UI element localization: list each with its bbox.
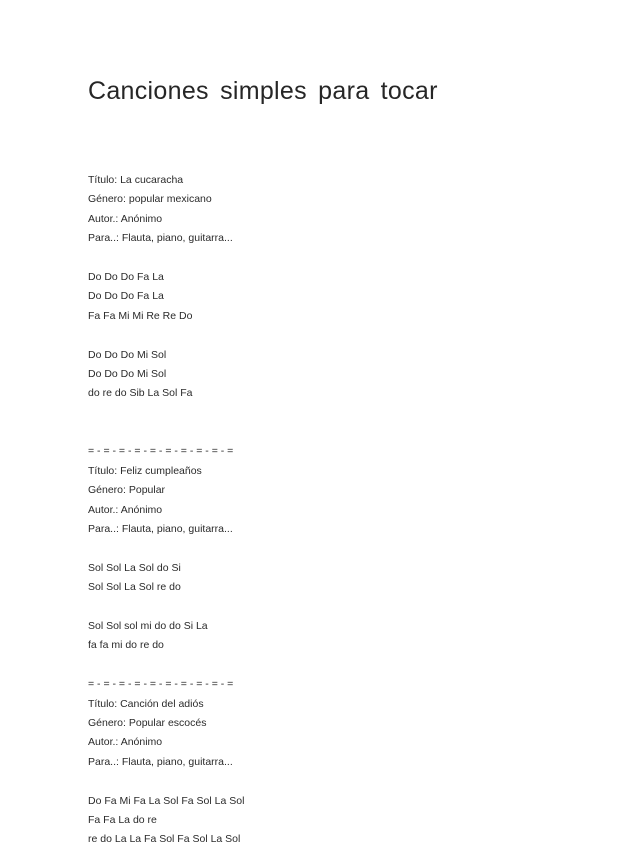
blank-line bbox=[88, 404, 244, 423]
notes-line: fa fa mi do re do bbox=[88, 639, 164, 652]
notes-line: Fa Fa La do re bbox=[88, 813, 157, 826]
notes-line: Do Do Do Mi Sol bbox=[88, 367, 167, 380]
notes-line: do re do Sib La Sol Fa bbox=[88, 387, 193, 400]
notes-line: Do Fa Mi Fa La Sol Fa Sol La Sol bbox=[88, 794, 245, 807]
blank-line bbox=[88, 598, 244, 617]
song-block bbox=[88, 675, 244, 850]
song-instruments-line: Para..: Flauta, piano, guitarra... bbox=[88, 755, 233, 768]
song-author-line: Autor.: Anónimo bbox=[88, 212, 163, 225]
document-title: Canciones simples para tocar bbox=[88, 77, 438, 105]
song-block bbox=[88, 171, 244, 442]
notes-line: Do Do Do Fa La bbox=[88, 290, 164, 303]
song-genre-line: Género: Popular bbox=[88, 484, 166, 497]
notes-line: Do Do Do Fa La bbox=[88, 270, 164, 283]
notes-line: Sol Sol La Sol do Si bbox=[88, 561, 181, 574]
song-title-line: Título: Feliz cumpleaños bbox=[88, 464, 202, 477]
song-title-line: Título: Canción del adiós bbox=[88, 697, 204, 710]
document-body bbox=[88, 171, 244, 850]
notes-line: Sol Sol sol mi do do Si La bbox=[88, 619, 208, 632]
notes-line: re do La La Fa Sol Fa Sol La Sol bbox=[88, 833, 241, 846]
blank-line bbox=[88, 539, 244, 558]
blank-line bbox=[88, 656, 244, 675]
song-genre-line: Género: Popular escocés bbox=[88, 716, 207, 729]
blank-line bbox=[88, 249, 244, 268]
song-block bbox=[88, 442, 244, 675]
notes-line: Do Do Do Mi Sol bbox=[88, 348, 167, 361]
blank-line bbox=[88, 423, 244, 442]
song-genre-line: Género: popular mexicano bbox=[88, 193, 212, 206]
notes-line: Sol Sol La Sol re do bbox=[88, 581, 181, 594]
song-author-line: Autor.: Anónimo bbox=[88, 736, 163, 749]
separator-line: = - = - = - = - = - = - = - = - = - = bbox=[88, 678, 234, 691]
song-instruments-line: Para..: Flauta, piano, guitarra... bbox=[88, 523, 233, 536]
blank-line bbox=[88, 326, 244, 345]
notes-line: Fa Fa Mi Mi Re Re Do bbox=[88, 309, 193, 322]
blank-line bbox=[88, 772, 244, 791]
song-author-line: Autor.: Anónimo bbox=[88, 503, 163, 516]
song-instruments-line: Para..: Flauta, piano, guitarra... bbox=[88, 232, 233, 245]
separator-line: = - = - = - = - = - = - = - = - = - = bbox=[88, 445, 234, 458]
song-title-line: Título: La cucaracha bbox=[88, 174, 184, 186]
